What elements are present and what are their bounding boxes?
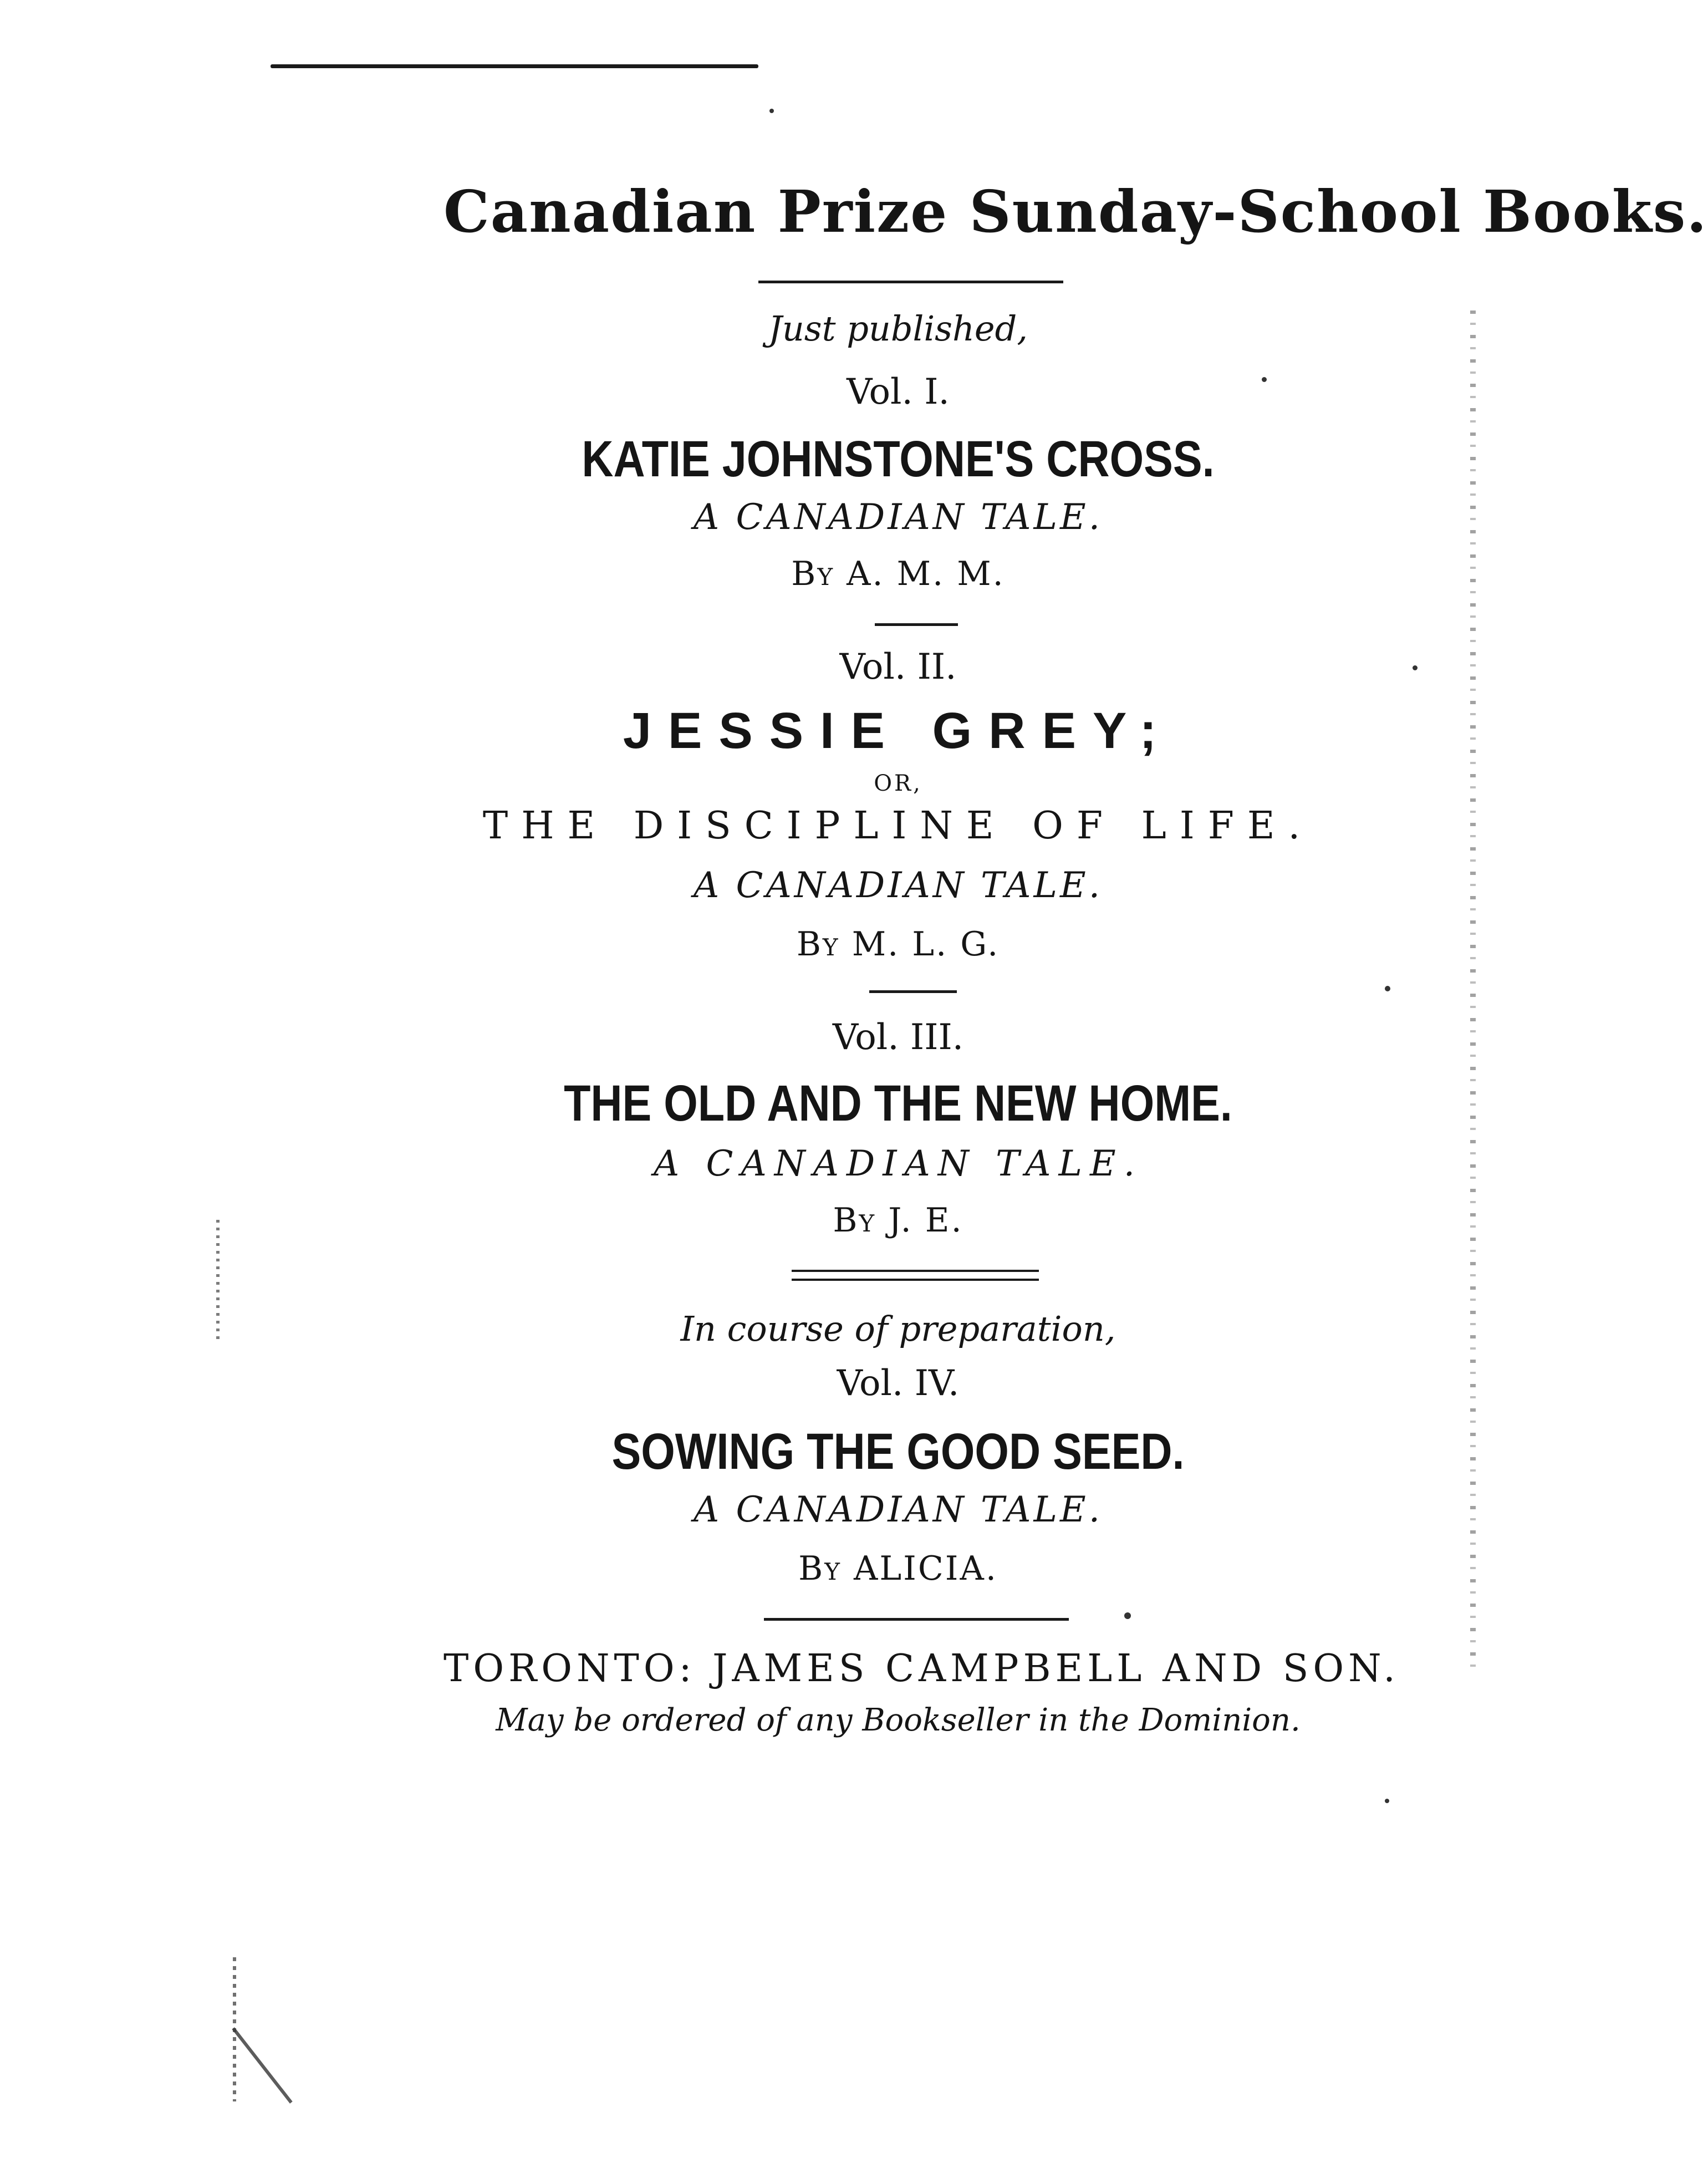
speck xyxy=(1385,1799,1389,1803)
book-or: OR, xyxy=(874,771,922,796)
in-preparation-label: In course of preparation, xyxy=(680,1309,1116,1349)
margin-noise-right xyxy=(1470,311,1476,1669)
book-alt-title: THE DISCIPLINE OF LIFE. xyxy=(482,804,1314,848)
book-title: KATIE JOHNSTONE'S CROSS. xyxy=(582,431,1215,487)
publisher-line: TORONTO: JAMES CAMPBELL AND SON. xyxy=(443,1647,1400,1691)
book-title: SOWING THE GOOD SEED. xyxy=(611,1423,1185,1480)
book-subtitle: A CANADIAN TALE. xyxy=(693,865,1103,906)
book-subtitle: A CANADIAN TALE. xyxy=(693,1489,1103,1530)
section-rule xyxy=(875,623,958,626)
volume-label: Vol. III. xyxy=(832,1017,964,1058)
top-rule xyxy=(271,64,758,68)
book-byline: By ALICIA. xyxy=(798,1549,998,1588)
footer-rule xyxy=(764,1618,1069,1621)
speck xyxy=(1385,986,1390,991)
book-byline: By A. M. M. xyxy=(791,554,1005,593)
section-rule xyxy=(869,990,957,993)
book-byline: By M. L. G. xyxy=(796,925,1000,964)
double-rule-top xyxy=(792,1270,1039,1272)
speck xyxy=(1413,665,1418,670)
volume-label: Vol. I. xyxy=(847,371,950,413)
book-title: THE OLD AND THE NEW HOME. xyxy=(564,1075,1232,1132)
speck xyxy=(1124,1612,1131,1619)
volume-label: Vol. IV. xyxy=(837,1363,960,1404)
speck xyxy=(769,109,774,113)
book-byline: By J. E. xyxy=(833,1201,963,1240)
series-title: Canadian Prize Sunday-School Books. xyxy=(443,177,1708,246)
margin-stroke xyxy=(232,2027,292,2104)
double-rule-bottom xyxy=(792,1279,1039,1281)
just-published-label: Just published, xyxy=(768,308,1028,349)
margin-noise-left xyxy=(216,1220,220,1342)
ordering-note: May be ordered of any Bookseller in the Dominion. xyxy=(496,1702,1301,1738)
volume-label: Vol. II. xyxy=(839,647,957,688)
book-title: JESSIE GREY; xyxy=(623,703,1174,759)
book-subtitle: A CANADIAN TALE. xyxy=(653,1143,1143,1184)
title-rule xyxy=(758,281,1063,283)
book-subtitle: A CANADIAN TALE. xyxy=(693,497,1103,538)
